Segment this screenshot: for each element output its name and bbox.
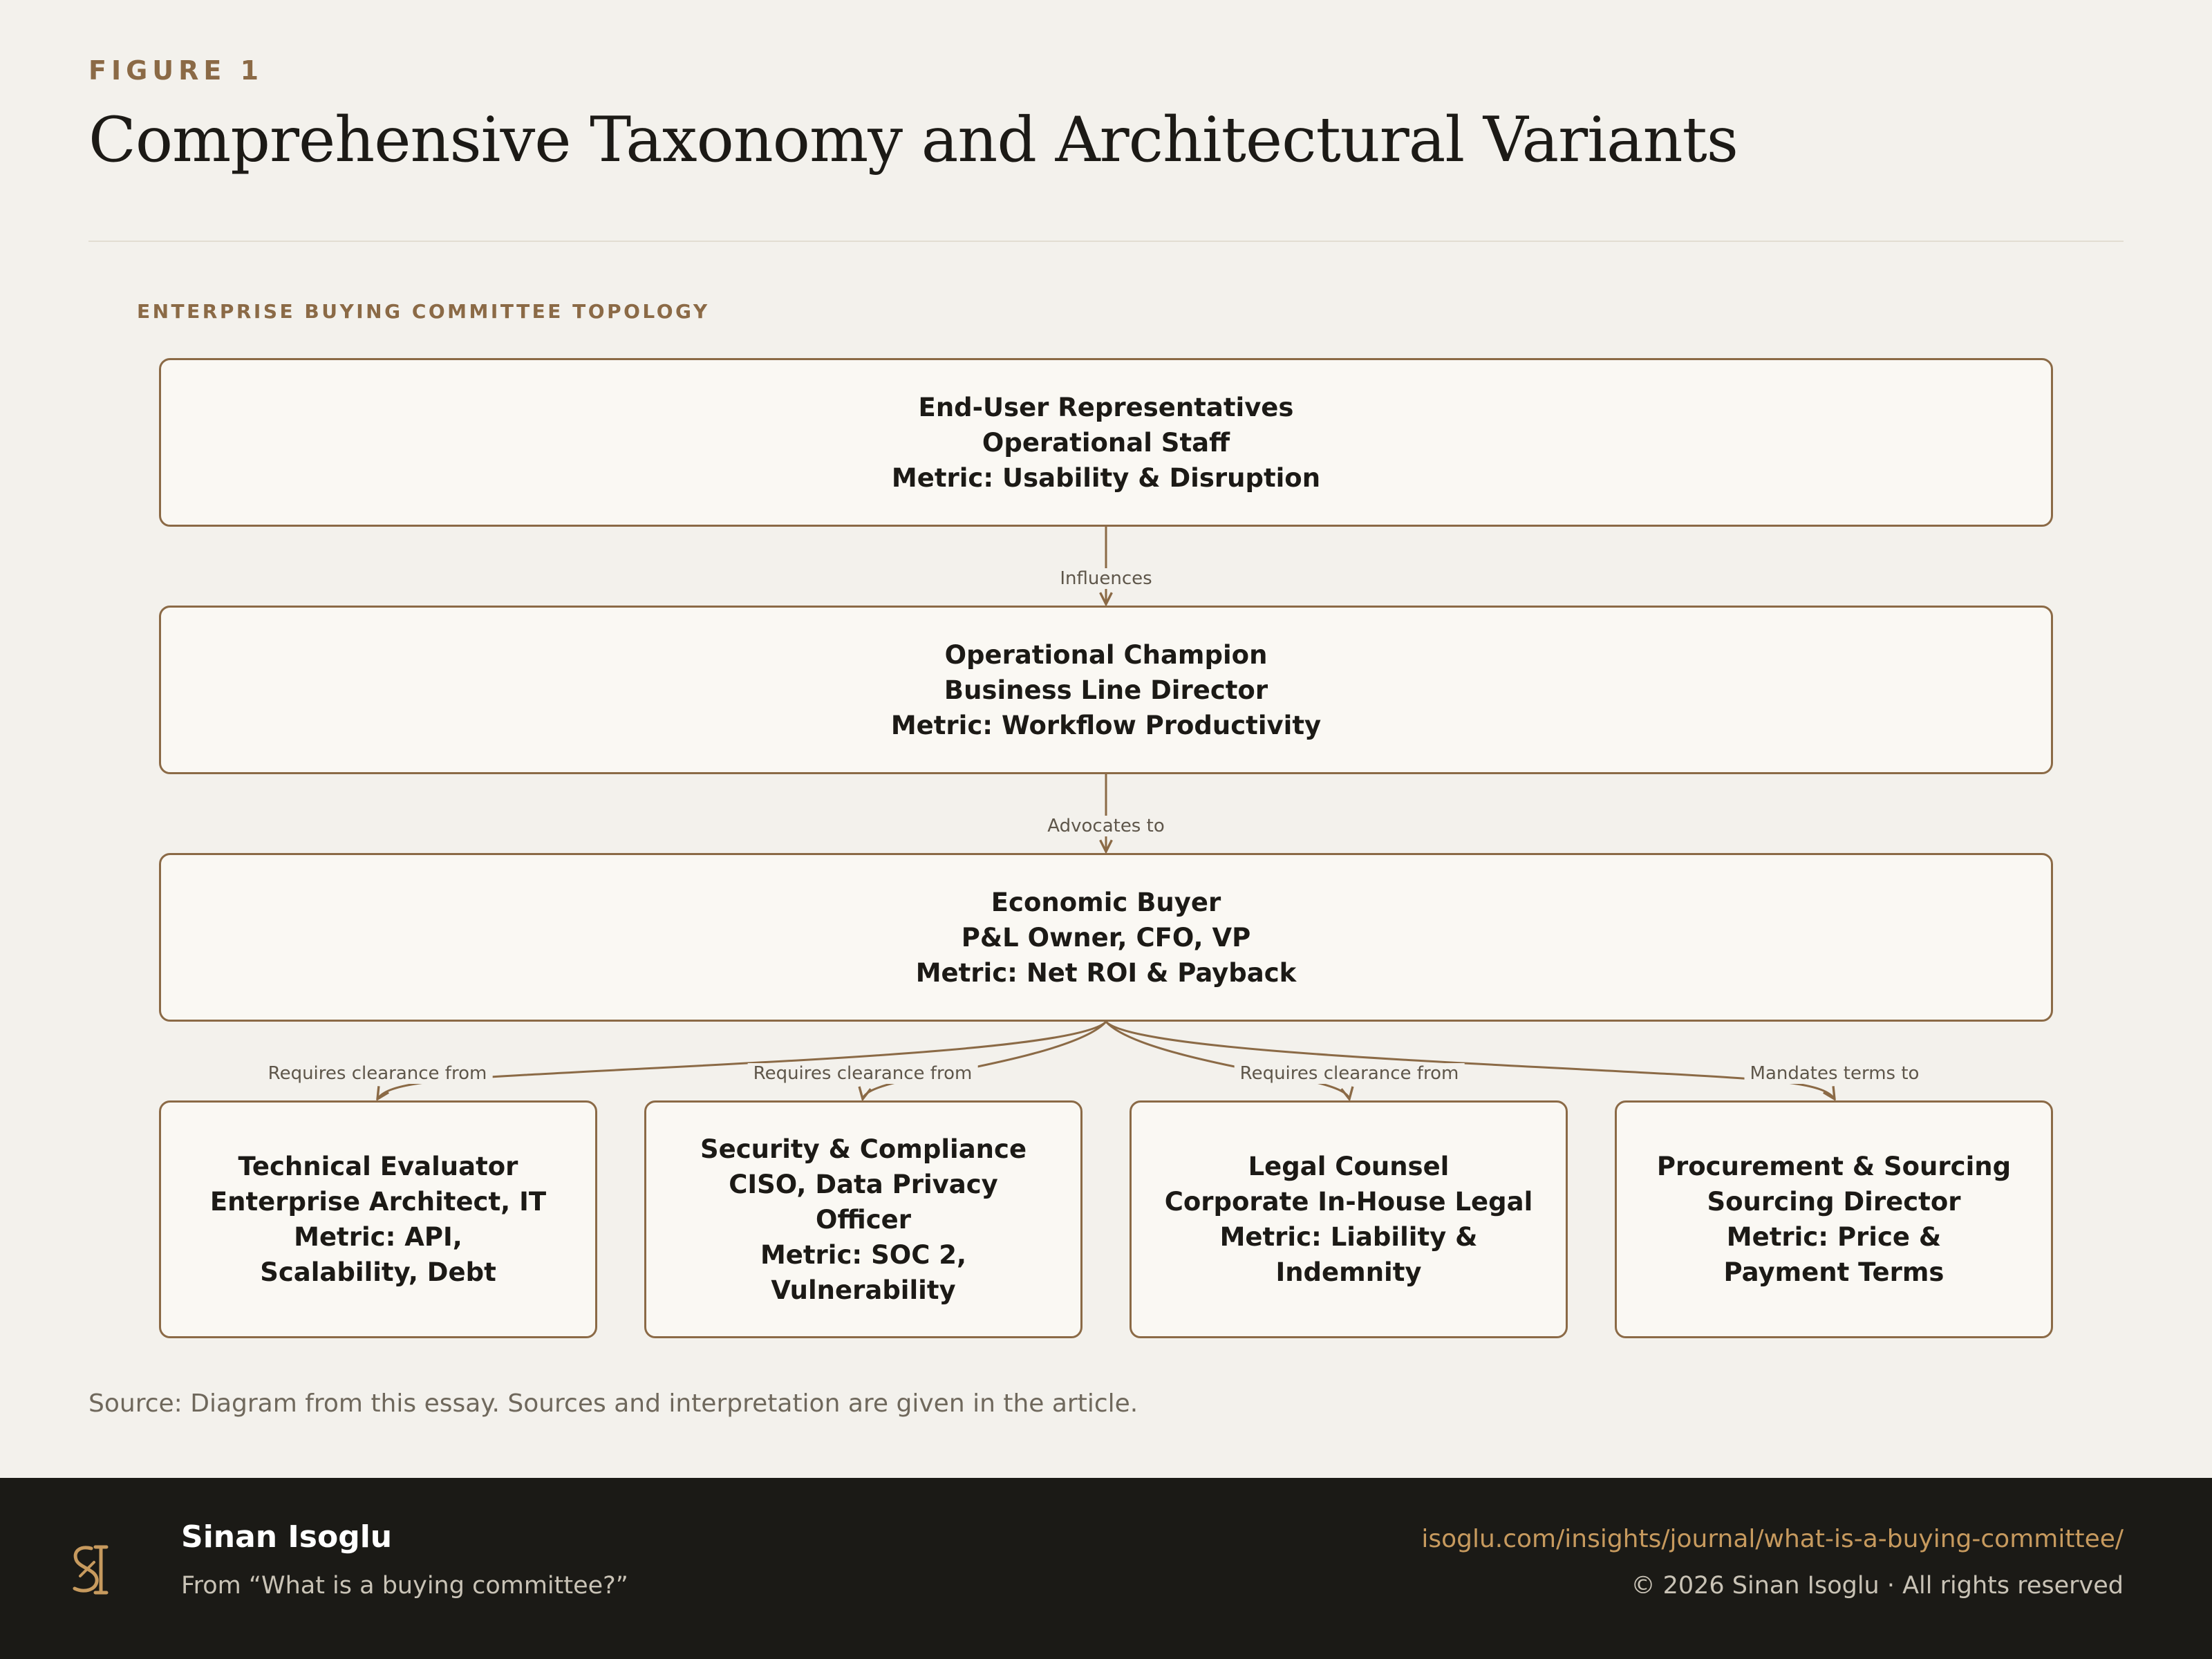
edge-to-technical (377, 1022, 1106, 1099)
author-name: Sinan Isoglu (181, 1519, 393, 1555)
node-line: Indemnity (1275, 1257, 1422, 1287)
edge-label-security: Requires clearance from (748, 1063, 978, 1084)
node-line: Metric: Net ROI & Payback (915, 957, 1297, 988)
si-monogram-logo-icon (64, 1539, 119, 1601)
edge-label-influences: Influences (1054, 568, 1157, 589)
source-note: Source: Diagram from this essay. Sources and interpretation are given in the article. (88, 1389, 1138, 1418)
node-line: Metric: Workflow Productivity (890, 710, 1322, 740)
article-source: From “What is a buying committee?” (181, 1572, 628, 1600)
node-line: Operational Champion (944, 639, 1268, 670)
article-url-link[interactable]: isoglu.com/insights/journal/what-is-a-buying-committee/ (1421, 1525, 2124, 1553)
node-line: Legal Counsel (1248, 1152, 1450, 1181)
node-operational-champion (159, 606, 2053, 774)
page-title: Comprehensive Taxonomy and Architectural Variants (88, 104, 1738, 176)
node-line: Metric: Usability & Disruption (891, 462, 1321, 493)
node-line: Enterprise Architect, IT (209, 1187, 547, 1217)
node-line: Procurement & Sourcing (1656, 1152, 2012, 1181)
node-procurement-sourcing (1615, 1100, 2053, 1338)
node-line: Officer (816, 1204, 911, 1235)
node-line: Metric: Liability & (1219, 1222, 1478, 1252)
figure-label: FIGURE 1 (88, 55, 264, 86)
edge-label-advocates: Advocates to (1042, 816, 1170, 836)
section-label: ENTERPRISE BUYING COMMITTEE TOPOLOGY (137, 300, 710, 323)
node-line: CISO, Data Privacy (729, 1169, 998, 1199)
node-line: Metric: Price & (1726, 1222, 1942, 1252)
edge-to-procurement (1106, 1022, 1835, 1099)
edge-label-procurement: Mandates terms to (1745, 1063, 1925, 1084)
edge-to-legal (1106, 1022, 1349, 1099)
edge-label-legal: Requires clearance from (1235, 1063, 1465, 1084)
node-economic-buyer (159, 853, 2053, 1022)
edge-label-technical: Requires clearance from (263, 1063, 493, 1084)
node-end-user-representatives (159, 358, 2053, 527)
node-security-compliance (644, 1100, 1082, 1338)
footer (0, 1478, 2212, 1659)
node-line: Metric: SOC 2, (760, 1239, 967, 1270)
node-line: Sourcing Director (1707, 1187, 1961, 1217)
node-line: Operational Staff (982, 427, 1230, 458)
node-line: Technical Evaluator (238, 1152, 518, 1181)
node-line: Vulnerability (771, 1275, 956, 1305)
node-line: Security & Compliance (700, 1134, 1027, 1164)
node-legal-counsel (1130, 1100, 1568, 1338)
node-line: Business Line Director (944, 675, 1268, 705)
node-line: End-User Representatives (918, 392, 1294, 422)
node-line: Scalability, Debt (260, 1257, 496, 1287)
node-line: Corporate In-House Legal (1164, 1187, 1533, 1217)
node-line: Payment Terms (1723, 1257, 1944, 1287)
node-line: Economic Buyer (991, 887, 1221, 917)
node-technical-evaluator (159, 1100, 597, 1338)
node-line: Metric: API, (294, 1222, 462, 1252)
copyright-text: © 2026 Sinan Isoglu · All rights reserved (1631, 1572, 2124, 1600)
edge-to-security (863, 1022, 1106, 1099)
node-line: P&L Owner, CFO, VP (961, 922, 1251, 953)
